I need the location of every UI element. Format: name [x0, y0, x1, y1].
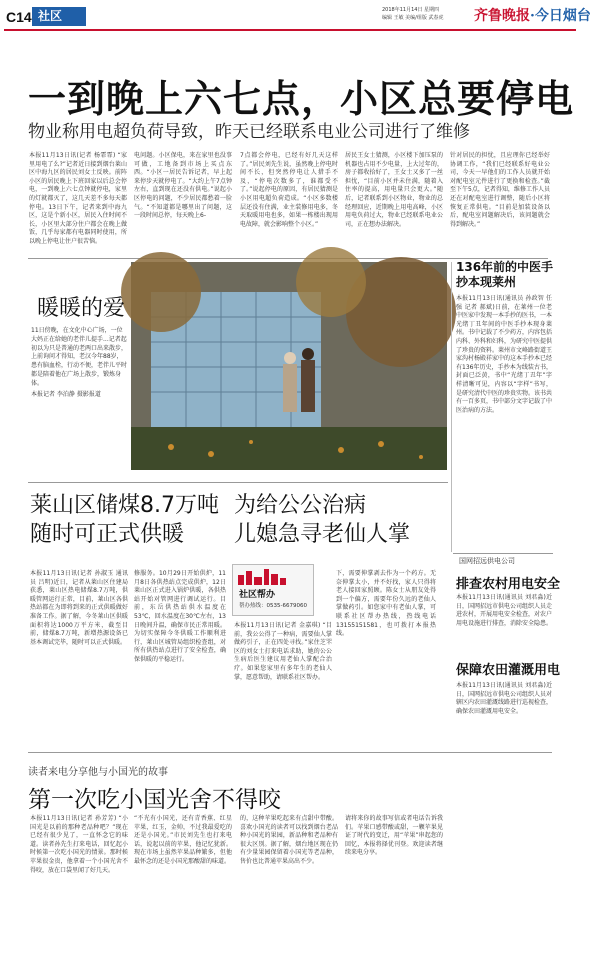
lead-subhead: 物业称用电超负荷导致，昨天已经联系电业公司进行了维修 [28, 122, 470, 142]
section-tag: 社区 [32, 7, 86, 26]
masthead-logo [474, 5, 591, 25]
divider [28, 752, 552, 753]
reader-column-3: 的，这种苹果吃起来有点甜中带酸。喜欢小国光的读者可以找到烟台老品种小国光的果园，新品种和老品种有很大区别。据了解，烟台地区现在仍有少量果园保留着小国光等老品种，售价也比普通苹果高出不少。 [240, 815, 338, 865]
news-photo [131, 262, 447, 470]
help-box-title: 社区帮办 [239, 590, 276, 600]
elder-body-2: 下，需要伸掌剥去作为一个药方。无奈伸掌太小，并不好找，家人只得将老人接回家照顾。陈女士从朋友处得到一个偏方，需要年份久远的老仙人掌做药引。如您家中有老仙人掌，可联系社区帮办热线，热线电话13155151581，也可拨打本报热线。 [336, 570, 436, 638]
column-rule [451, 262, 452, 552]
reader-title: 第一次吃小国光舍不得咬 [28, 787, 281, 813]
rural-body: 本报11月13日讯(通讯员 刘君淼)近日，国网招远市供电公司组织人员走进农村，开展用电安全检查，对农户用电设施进行排查，消除安全隐患。 [456, 594, 553, 627]
date-line: 2018年11月14日 星期四 [382, 7, 440, 13]
caption-text: 11日傍晚，在文化中心广场，一位大妈正在给她的老伴儿提手...记者起初以为只是普通的老两口出来散步，上前询问才得知，老汉今年88岁，患有脑血栓，行动不便，老伴儿平时都是陪着他在广场上散步，锻炼身体。 [31, 327, 128, 387]
photo-caption [31, 327, 127, 399]
coal-title-line2: 随时可正式供暖 [30, 522, 185, 547]
sidebar-story-title: 136年前的中医手抄本现莱州 [456, 260, 554, 289]
irrigation-body: 本报11月13日讯(通讯员 刘君淼)近日，国网招远市供电公司组织人员对辖区内农田灌溉线路进行巡视检查，确保农田灌溉用电安全。 [456, 682, 553, 715]
help-box-phone: 帮办热线：0535-6679060 [239, 603, 307, 609]
coal-title-line1: 莱山区储煤8.7万吨 [30, 493, 219, 518]
lead-column-1: 本报11月13日讯(记者 杨霏霏) “家里用电了么?”记者近日接到烟台莱山区中海九区的居民刘女士反映。前阵小区的居民晚上下班回家以后总会停电，一到晚上六七点钟就停电，家里的灯就都灭了，这几天差不多每天都停电。13日下午，记者来到中海九区，这是个新小区，居民入住时间不长，小区里大部分住户都会在晚上做饭，几乎每家都有电器同时使用，所以晚上停电让住户很苦恼。 [29, 152, 127, 245]
lead-column-2: 电问题。小区保电，来在家里也没事可做，工地备到市场上买点东西。“小区一居民告诉记者，早上起来停步天就停电了。“大约上午7点钟左右，直到现在还没有供电。”说起小区停电的问题，不少居民都愁着一脸气。“不知道都是哪里出了问题，这一段时间总停，每天晚上6- [134, 152, 232, 220]
editor-line: 编辑 王敏 美编/组版 武春虎 [382, 15, 444, 21]
caption-credit: 本报记者 李泊静 摄影报道 [31, 390, 101, 398]
brand-name: 齐鲁晚报 [474, 8, 530, 24]
lead-column-3: 7点都会停电，已经有好几天这样了。”居民刘先生说，虽然晚上停电时间不长，但突然停电让人措手不及，“停电次数多了，谁都受不了。”说起停电的原因，有居民猜测是小区用电超负荷造成。“小区多数楼层还没有住满，业主装修用电多，冬天取暖用电也多，如果一栋楼出现用电故障，就会影响整个小区。” [240, 152, 338, 228]
divider [28, 258, 548, 259]
header-rule [4, 29, 576, 31]
company-label: 国网招远供电公司 [459, 557, 515, 565]
elder-title-line1: 为给公公治病 [234, 493, 367, 518]
reader-column-2: “不光有小国光，还有青香蕉、红星苹果，红玉，金帅，不过我最爱吃的还是小国光。”市民刘先生也打来电话，说起以前的苹果，他记忆犹新。现在市场上虽然苹果品种繁多，但他最怀念的还是小国光那酸甜的味道。 [134, 815, 232, 865]
divider [28, 482, 448, 483]
lead-headline: 一到晚上六七点，小区总要停电 [28, 77, 575, 121]
divider [453, 553, 553, 554]
lead-column-5: 针对居民的担忧，且应理你已经举好协调工作，“我们已经联系好电业公司，今天一早他们的工作人员就开始对配电室元件进行了更换和检查。”截至下午5点，记者得知，维修工作人员还在对配电室进行调整，随后小区将恢复正常供电。“目前是加装设备以后，配电室问题解决后，该问题就会得到解决。” [450, 152, 550, 228]
photo-title: 暖暖的爱 [37, 296, 126, 321]
skyline-icon [234, 567, 314, 585]
page-number: C14 [6, 9, 32, 25]
coal-body-2: 修服务。10月29日开始供炉，11月8日各供热站点完成供炉，12日莱山区正式进入锅炉供暖，各供热站开始对管网进行调试运行。目前，东岳供热站供水温度在53℃，回水温度在30℃左右，13日晚间升温，确保市民正常用暖。为切实保障今冬供暖工作顺利进行，莱山区城管局组织检查组，对所有供热站点进行了安全检查，确保供暖的平稳运行。 [134, 570, 226, 663]
rural-title: 排查农村用电安全 [456, 577, 561, 592]
elder-title-line2: 儿媳急寻老仙人掌 [234, 522, 411, 547]
reader-column-4: 请将来你的故事写信或者电话告诉我们。苹果口感带酸或甜，一颗苹果见证了时代的变迁，用“苹果”串起您的回忆，本报将择优刊登。欢迎读者继续来电分享。 [345, 815, 443, 857]
elder-body: 本报11月13日讯(记者 金嘉琪) “目前，我公公得了一种病，需要仙人掌做药引子，正在四处寻找。”家住芝罘区的刘女士打来电话求助，她的公公生病后医生建议用老仙人掌配合治疗。如果您家里有多年生的老仙人掌，愿意帮助，请联系社区帮办。 [234, 622, 332, 681]
brand-edition: ·今日烟台 [530, 8, 591, 24]
irrigation-title: 保障农田灌溉用电 [456, 663, 561, 678]
sidebar-story-body: 本报11月13日讯(通讯员 孙政智 任强 记者 郝斌)日前，在莱州一位老中医家中发现一本手抄的医书，一本光绪丁丑年间的中医手抄本现身莱州。书中记载了不少药方，内容包括内科、外科和妇科，为研究中医提供了珍贵的资料。莱州市文峰路街道王家沟村杨殿祥家中的这本手抄本已经有136年历史，手抄本为线装古书，封面已泛黄，书中“光绪丁丑年”字样清晰可见，内容以“字样”书写，是研究清代中医的珍贵实物。该书共有一百多页，书中部分文字记载了中医治病的方法。 [456, 295, 553, 414]
coal-body: 本报11月13日讯(记者 孙淑玉 通讯员 吕明)近日，记者从莱山区住建局获悉，莱山区热电储煤8.7万吨，供暖管网运行正常，目前，莱山区各供热站都在为即将到来的正式供暖做好准备工作。据了解，今冬莱山区供暖面积将达1000万平方米，截至目前，储煤8.7万吨，新增热源设备已基本调试完毕，随时可以正式供暖。 [30, 570, 128, 646]
reader-caption: 读者来电分享他与小国光的故事 [28, 767, 168, 778]
header-meta [382, 6, 474, 22]
reader-column-1: 本报11月13日讯(记者 孙芳芳) “小国光是以前的那种老品种吧？”现在已经有很少见了，一直怀念它的味道。读者孙先生打来电话，回忆起小时候第一次吃小国光的情景。那时候苹果很金贵，他拿着一个小国光舍不得咬，放在口袋里闻了好几天。 [30, 815, 128, 874]
photo-illustration [131, 262, 447, 470]
community-help-box [232, 564, 314, 616]
lead-column-4: 居民王女士猜测，小区楼下加压泵的机器也占用不少电量，上大过年的，房子都收拾好了，王女士又多了一丝担忧，“目前小区并未住满，随着入住率的提高，用电量只会更大。”随后，记者联系到小区物业，物业的总经理回应，近期晚上用电高峰，小区用电负荷过大，物业已经联系电业公司，正在想办法解决。 [345, 152, 443, 228]
